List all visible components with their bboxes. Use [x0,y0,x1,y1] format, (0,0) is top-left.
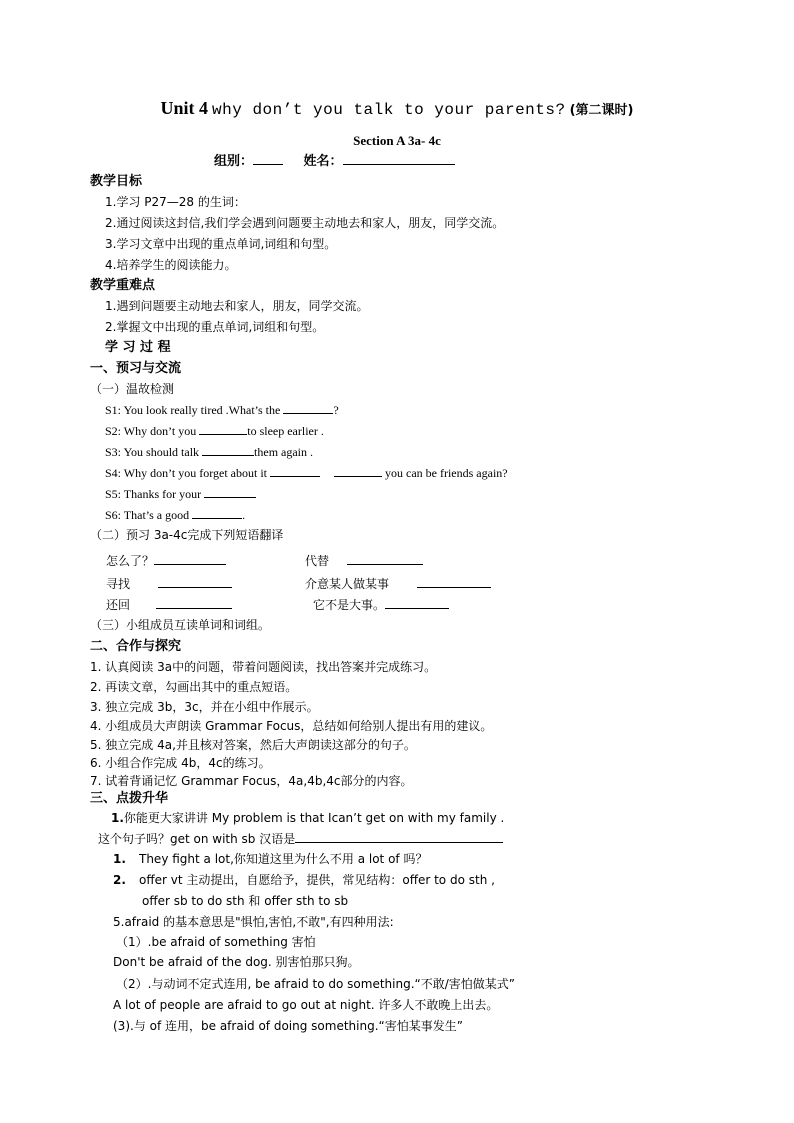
objective-item: 2.通过阅读这封信,我们学会遇到问题要主动地去和家人，朋友，同学交流。 [105,216,505,230]
group-label: 组别： [214,153,254,168]
answer-blank[interactable] [199,422,247,435]
name-label: 姓名： [303,153,343,168]
group-blank[interactable] [253,152,283,165]
objective-item: 1.学习 P27—28 的生词： [105,195,246,209]
review-sentence-s3: S3: You should talk them again . [105,445,314,459]
phrase-item: 介意某人做某事 [305,575,491,593]
review-sentence-s4: S4: Why don’t you forget about it you can be friends again? [105,466,508,480]
key-point-item: 2.掌握文中出现的重点单词,词组和句型。 [105,320,325,334]
explore-heading: 二、合作与探究 [90,639,182,654]
translate-heading: （二）预习 3a-4c完成下列短语翻译 [90,528,284,542]
point-question-1: 1.你能更大家讲讲 My problem is that Ican’t get on with my family . [111,811,505,825]
answer-blank[interactable] [283,401,333,414]
review-sentence-s5: S5: Thanks for your [105,485,256,503]
answer-blank[interactable] [270,464,320,477]
name-blank[interactable] [343,152,455,165]
explore-item: 6. 小组合作完成 4b，4c的练习。 [90,756,271,770]
answer-blank[interactable] [158,575,232,588]
afraid-usage-1: （1）.be afraid of something 害怕 [116,935,316,949]
phrase-item: 还回 [106,596,232,614]
section-label: Section A 3a- 4c [353,133,441,148]
explore-item: 1. 认真阅读 3a中的问题，带着问题阅读，找出答案并完成练习。 [90,660,437,674]
answer-blank[interactable] [154,552,226,565]
answer-blank[interactable] [192,506,242,519]
preview-heading: 一、预习与交流 [90,361,182,376]
review-sentence-s1: S1: You look really tired .What’s the ? [105,403,339,417]
point-question-3-cont: offer sb to do sth 和 offer sth to sb [142,894,349,908]
answer-blank[interactable] [385,596,449,609]
afraid-example-2: A lot of people are afraid to go out at night. 许多人不敢晚上出去。 [113,998,499,1012]
unit-label: Unit 4 [160,98,209,118]
afraid-usage-3: (3).与 of 连用，be afraid of doing something.“害怕某事发生” [113,1019,463,1033]
review-heading: （一）温故检测 [90,382,175,396]
explore-item: 5. 独立完成 4a,并且核对答案，然后大声朗读这部分的句子。 [90,738,416,752]
phrase-item: 寻找 [106,575,232,593]
answer-blank[interactable] [204,485,256,498]
explore-item: 2. 再读文章，勾画出其中的重点短语。 [90,680,298,694]
phrase-item: 它不是大事。 [313,596,449,614]
phrase-item: 怎么了？ [106,552,226,570]
answer-blank[interactable] [334,464,382,477]
objective-item: 4.培养学生的阅读能力。 [105,258,237,272]
explore-item: 3. 独立完成 3b，3c，并在小组中作展示。 [90,700,319,714]
answer-blank[interactable] [156,596,232,609]
afraid-usage-2: （2）.与动词不定式连用, be afraid to do something.“不敢/害怕做某式” [116,977,515,991]
afraid-example-1: Don't be afraid of the dog. 别害怕那只狗。 [113,955,360,969]
objectives-heading: 教学目标 [90,174,143,189]
objective-item: 3.学习文章中出现的重点单词,词组和句型。 [105,237,337,251]
lesson-label: (第二课时) [569,103,634,118]
key-points-heading: 教学重难点 [90,278,156,293]
point-question-2: 1. They fight a lot,你知道这里为什么不用 a lot of 吗？ [113,852,428,866]
review-sentence-s2: S2: Why don’t you to sleep earlier . [105,424,324,438]
point-question-1-cont: 这个句子吗？get on with sb 汉语是 [98,830,503,848]
review-sentence-s6: S6: That’s a good . [105,508,246,522]
points-heading: 三、点拨升华 [90,791,169,806]
point-question-3: 2. offer vt 主动提出，自愿给予，提供，常见结构：offer to do sth , [113,873,495,887]
group-read-heading: （三）小组成员互读单词和词组。 [90,618,271,632]
answer-blank[interactable] [347,552,423,565]
unit-question: why don’t you talk to your parents? [212,101,566,119]
explore-item: 4. 小组成员大声朗读 Grammar Focus，总结如何给别人提出有用的建议。 [90,719,493,733]
process-heading: 学 习 过 程 [105,340,171,355]
answer-blank[interactable] [417,575,491,588]
answer-blank[interactable] [202,443,254,456]
key-point-item: 1.遇到问题要主动地去和家人，朋友，同学交流。 [105,299,369,313]
page-title [0,98,794,119]
answer-blank[interactable] [295,830,503,843]
afraid-intro: 5.afraid 的基本意思是"惧怕,害怕,不敢",有四种用法: [113,915,394,929]
group-name-line [214,152,455,169]
phrase-item: 代替 [305,552,423,570]
explore-item: 7. 试着背诵记忆 Grammar Focus，4a,4b,4c部分的内容。 [90,774,413,788]
